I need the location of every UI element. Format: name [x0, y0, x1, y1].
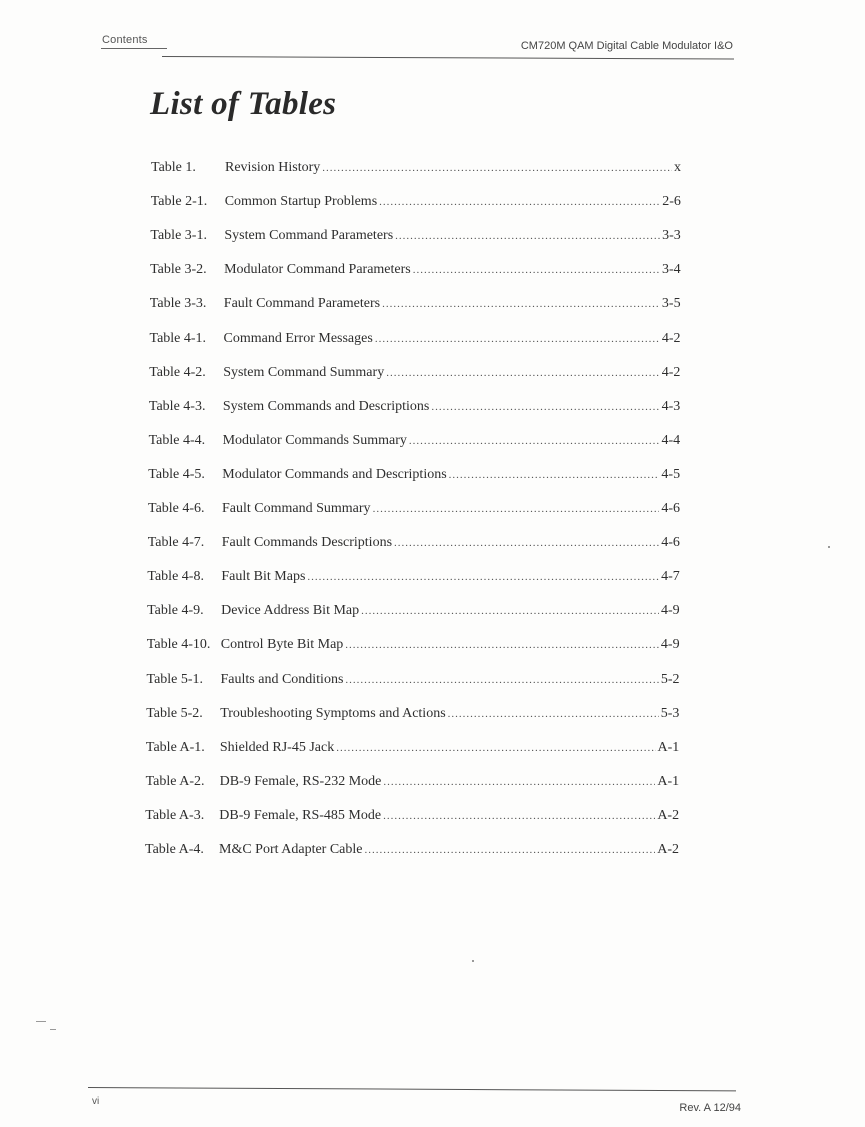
toc-dot-leader [382, 298, 660, 310]
toc-entry-page: 3-4 [662, 262, 681, 278]
toc-entry-number: Table 4-5. [148, 466, 205, 482]
toc-entry-number: Table 4-6. [148, 501, 205, 516]
toc-entry-number: Table 1. [151, 160, 196, 175]
header-section-label: Contents [102, 34, 148, 46]
toc-entry-title: System Command Parameters [224, 228, 394, 244]
toc-dot-leader [394, 537, 659, 549]
toc-entry-number: Table 4-3. [148, 398, 206, 414]
toc-entry-page: 3-5 [661, 296, 681, 312]
toc-entry-title: DB-9 Female, RS-232 Mode [219, 773, 382, 789]
toc-entry-title: DB-9 Female, RS-485 Mode [219, 807, 382, 823]
toc-entry-title: Fault Command Summary [222, 501, 371, 516]
toc-entry [148, 501, 680, 523]
page-title: List of Tables [150, 86, 337, 122]
toc-entry-number: Table A-1. [145, 739, 205, 755]
toc-dot-leader [409, 435, 660, 447]
toc-entry [147, 603, 680, 625]
toc-dot-leader [413, 264, 660, 276]
toc-entry-page: 4-6 [661, 535, 680, 551]
footer-page-number: vi [92, 1096, 100, 1107]
toc-dot-leader [345, 639, 659, 651]
toc-entry-page: 4-7 [661, 569, 680, 585]
toc-entry-number: Table 4-8. [147, 569, 204, 585]
toc-entry-number: Table 4-2. [149, 364, 206, 380]
toc-dot-leader [449, 469, 660, 481]
toc-entry [149, 433, 681, 455]
toc-entry-title: Revision History [225, 160, 321, 175]
scan-speck [50, 1029, 56, 1030]
toc-entry-page: 2-6 [662, 194, 681, 210]
toc-entry-title: Command Error Messages [223, 330, 373, 346]
toc-entry-page: 4-3 [661, 398, 681, 414]
toc-entry-title: Faults and Conditions [220, 671, 344, 687]
toc-entry-title: Modulator Commands and Descriptions [222, 466, 447, 482]
footer-revision: Rev. A 12/94 [679, 1102, 741, 1114]
toc-entry [151, 194, 681, 216]
toc-entry [146, 774, 680, 796]
toc-entry-number: Table 4-4. [148, 432, 206, 448]
toc-entry [148, 535, 680, 557]
toc-entry [145, 808, 679, 830]
toc-entry [148, 467, 680, 489]
scan-speck [828, 546, 830, 548]
toc-entry-page: A-1 [657, 773, 680, 789]
toc-entry [146, 706, 679, 728]
toc-dot-leader [365, 844, 656, 856]
toc-entry [146, 740, 679, 762]
toc-dot-leader [383, 810, 655, 822]
toc-entry [150, 296, 681, 318]
toc-dot-leader [431, 401, 659, 413]
toc-dot-leader [361, 605, 659, 617]
toc-dot-leader [386, 367, 660, 379]
toc-dot-leader [375, 333, 660, 345]
header-document-title: CM720M QAM Digital Cable Modulator I&O [520, 40, 733, 52]
toc-entry [150, 331, 681, 353]
scan-speck [36, 1021, 46, 1022]
toc-entry-page: 4-2 [661, 364, 681, 380]
toc-entry-page: A-2 [657, 842, 679, 857]
toc-entry-number: Table 5-1. [146, 671, 204, 687]
toc-entry-page: 4-2 [661, 330, 681, 346]
toc-entry-title: System Commands and Descriptions [222, 398, 430, 414]
toc-entry-title: System Command Summary [223, 364, 385, 380]
toc-entry-number: Table 4-1. [149, 330, 207, 346]
toc-entry [150, 262, 681, 284]
toc-entry-number: Table 4-10. [146, 637, 211, 653]
toc-entry-page: x [674, 160, 681, 175]
toc-entry-title: Modulator Commands Summary [222, 432, 407, 448]
toc-entry-title: Device Address Bit Map [221, 603, 360, 619]
toc-entry-page: 5-2 [660, 671, 680, 687]
toc-entry [147, 672, 680, 694]
toc-entry-number: Table A-4. [145, 842, 204, 857]
toc-dot-leader [448, 708, 659, 720]
toc-entry-number: Table 4-9. [147, 603, 204, 619]
toc-entry-title: Fault Commands Descriptions [221, 535, 393, 551]
toc-entry [145, 842, 679, 864]
toc-dot-leader [345, 674, 658, 686]
toc-entry-page: 4-5 [661, 466, 681, 482]
toc-entry-title: Fault Bit Maps [221, 569, 306, 585]
toc-entry-page: 4-9 [660, 637, 680, 653]
toc-entry-title: M&C Port Adapter Cable [219, 842, 363, 857]
toc-entry [150, 228, 680, 250]
toc-entry-title: Fault Command Parameters [223, 296, 381, 312]
toc-entry-page: 4-4 [661, 432, 681, 448]
toc-dot-leader [322, 162, 672, 174]
toc-dot-leader [379, 196, 660, 208]
toc-entry-title: Modulator Command Parameters [224, 262, 411, 278]
toc-entry-title: Shielded RJ-45 Jack [219, 739, 335, 755]
toc-entry-page: 5-3 [660, 705, 680, 721]
toc-entry-page: 4-6 [661, 501, 680, 516]
toc-entry-page: A-2 [657, 807, 680, 823]
toc-dot-leader [383, 776, 655, 788]
toc-entry-number: Table 3-2. [150, 262, 207, 278]
toc-entry [147, 637, 680, 659]
toc-entry-number: Table 2-1. [150, 194, 208, 210]
toc-entry-title: Control Byte Bit Map [220, 637, 344, 653]
toc-entry-number: Table 3-1. [150, 228, 207, 244]
toc-entry-number: Table A-2. [145, 773, 205, 789]
toc-entry-page: 4-9 [661, 603, 680, 619]
toc-dot-leader [373, 503, 660, 515]
toc-dot-leader [395, 230, 660, 242]
toc-entry-number: Table A-3. [145, 807, 205, 823]
toc-entry [149, 365, 680, 387]
toc-entry-number: Table 4-7. [147, 535, 205, 551]
toc-entry-page: A-1 [657, 739, 680, 755]
toc-dot-leader [307, 571, 659, 583]
toc-entry [151, 160, 681, 182]
toc-entry [147, 569, 679, 591]
toc-dot-leader [336, 742, 655, 754]
toc-entry-number: Table 5-2. [146, 705, 203, 721]
toc-entry-page: 3-3 [662, 228, 681, 244]
toc-entry-title: Troubleshooting Symptoms and Actions [220, 705, 446, 721]
toc-entry-number: Table 3-3. [149, 296, 207, 312]
toc-entry [149, 399, 680, 421]
toc-entry-title: Common Startup Problems [224, 194, 378, 210]
scan-speck [472, 960, 474, 962]
